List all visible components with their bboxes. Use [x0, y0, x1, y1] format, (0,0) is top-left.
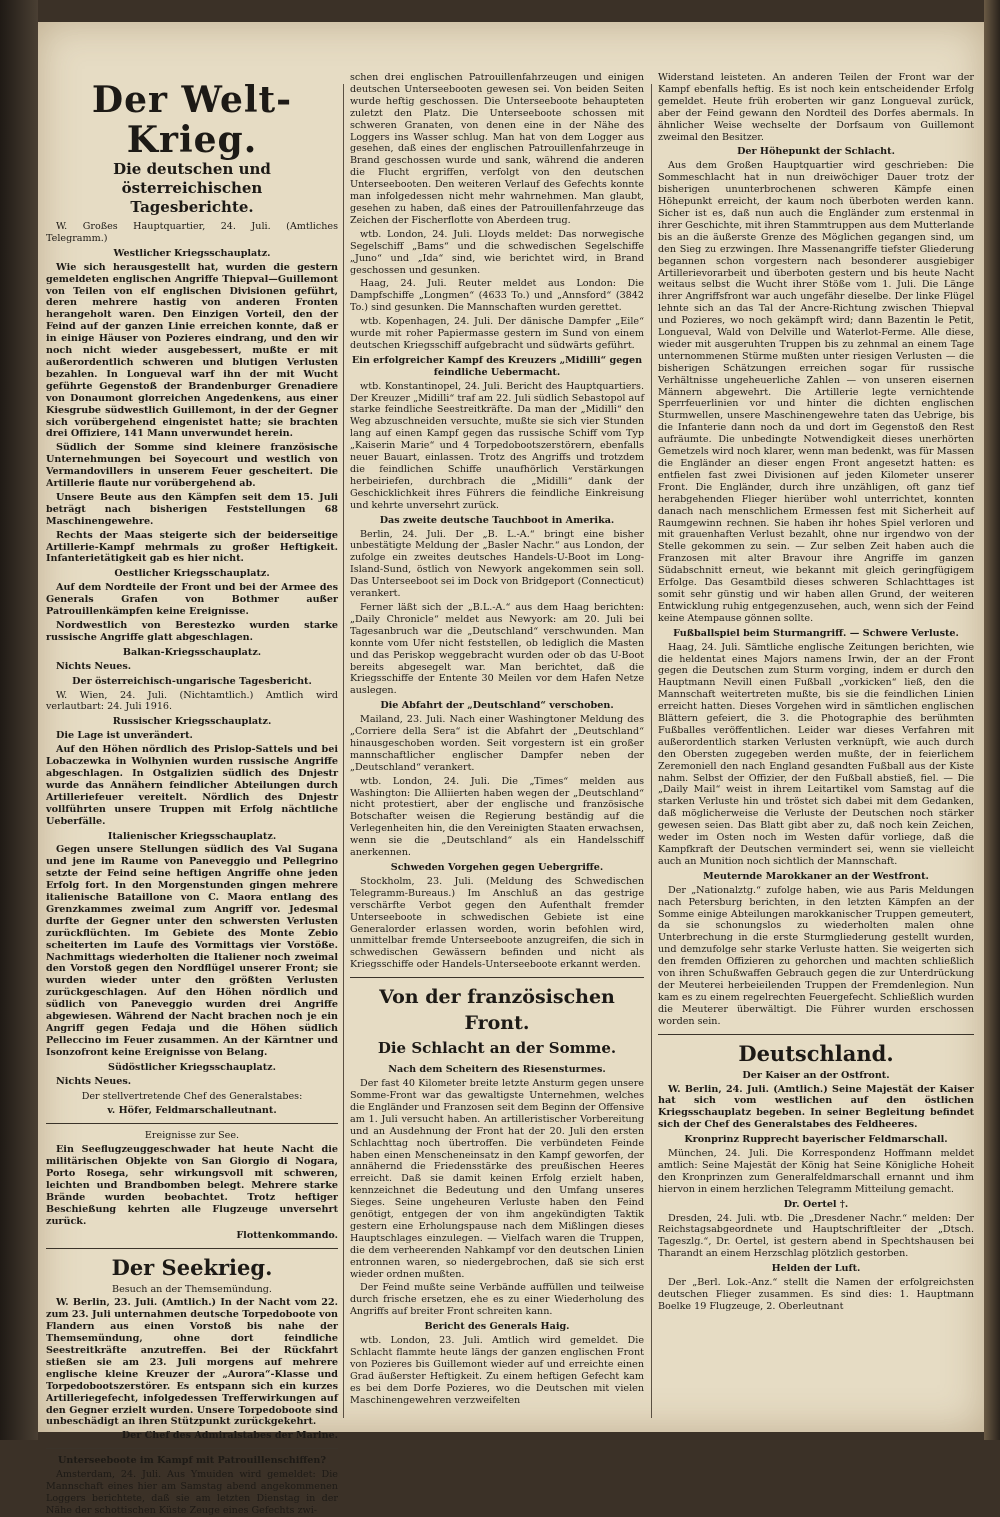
divider — [350, 977, 644, 978]
paragraph: Der fast 40 Kilometer breite letzte Ansturm gegen unsere Somme-Front war das gewaltigste Unternehmen, welches die Engländer und Franzosen seit dem Beginn der Offensive am 1. Juli versucht haben. An artilleristischer Vorbereitung und an Ausdehnung der Front hat der 20. Juli den ersten Schlachttag noch übertroffen. Die verbündeten Feinde haben einen Menscheneinsatz in den Kampf geworfen, der annähernd die Friedensstärke des preußischen Heeres erreicht. Daß sie damit keinen Erfolg erzielt haben, kennzeichnet die Bedeutung und den Umfang unseres Sieges. Seine ungeheuren Verluste haben den Feind genötigt, entgegen der von ihm angekündigten Taktik gestern eine Erholungspause nach dem Mißlingen dieses Hauptschlages einzulegen. — Vielfach waren die Truppen, die dem verheerenden Nahkampf vor den deutschen Linien entronnen waren, so niedergebrochen, daß sie sich erst wieder ordnen mußten. — [350, 1078, 644, 1280]
paragraph: Der Feind mußte seine Verbände auffüllen und teilweise durch frische ersetzen, ehe es zu einer Wiederholung des Angriffs auf breiter Front schreiten kann. — [350, 1282, 644, 1318]
column-rule — [343, 84, 344, 1418]
subtitle-line: Tagesberichte. — [130, 198, 254, 216]
paragraph: Ein Seeflugzeuggeschwader hat heute Nacht die militärischen Objekte von San Giorgio di Nogara, Porto Rosega, sehr wirkungsvoll mit schweren, leichten und Brandbomben belegt. Mehrere starke Brände wurden beobachtet. Trotz heftiger Beschießung kehrten alle Flugzeuge unversehrt zurück. — [46, 1144, 338, 1227]
section-heading: Oestlicher Kriegsschauplatz. — [114, 568, 270, 580]
section-heading: Der Höhepunkt der Schlacht. — [737, 146, 895, 158]
divider — [46, 1448, 338, 1449]
paragraph: Auf dem Nordteile der Front und bei der Armee des Generals Grafen von Bothmer außer Patrouillenkämpfen keine Ereignisse. — [46, 582, 338, 618]
signature: Der stellvertretende Chef des Generalstabes: — [81, 1090, 303, 1102]
section-heading: Westlicher Kriegsschauplatz. — [113, 247, 271, 259]
paragraph: Nichts Neues. — [56, 1075, 132, 1087]
section-heading: Das zweite deutsche Tauchboot in Amerika. — [379, 514, 615, 526]
section-heading: Russischer Kriegsschauplatz. — [112, 716, 272, 728]
section-heading: Nach dem Scheitern des Riesensturmes. — [388, 1064, 606, 1076]
section-heading: Fußballspiel beim Sturmangriff. — Schwere Verluste. — [673, 627, 959, 639]
section-heading: Ein erfolgreicher Kampf des Kreuzers „Midilli“ gegen feindliche Uebermacht. — [351, 354, 643, 378]
paragraph: Dresden, 24. Juli. wtb. Die „Dresdener Nachr.“ melden: Der Reichstagsabgeordnete und Hauptschriftleiter der „Dtsch. Tageszlg.“, Dr. Oertel, ist gestern abend in Spechtshausen bei Tharandt an einem Herzschlag plötzlich gestorben. — [658, 1212, 974, 1260]
article-headline: Deutschland. — [738, 1040, 894, 1066]
paragraph: Berlin, 24. Juli. Der „B. L.-A.“ bringt eine bisher unbestätigte Meldung der „Basler Nachr.“ aus London, der zufolge ein zweites deutsches Handels-U-Boot im Long-Island-Sund, östlich von Newyork angekommen sein soll. Das Unterseeboot sei im Dock von Bridgeport (Connecticut) verankert. — [350, 528, 644, 600]
paragraph: wtb. London, 23. Juli. Amtlich wird gemeldet. Die Schlacht flammte heute längs der ganzen englischen Front von Pozieres bis Guillemont wieder auf und erreichte einen Grad äußerster Heftigkeit. Zu einem heftigen Gefecht kam es bei dem Dorfe Pozieres, wo die Deutschen mit vielen Maschinengewehren verzweifelten — [350, 1335, 644, 1406]
section-heading: Der österreichisch-ungarische Tagesbericht. — [72, 675, 312, 687]
page-right-edge — [984, 0, 1000, 1440]
article-subheadline: Die Schlacht an der Somme. — [377, 1039, 617, 1058]
section-heading: Helden der Luft. — [771, 1263, 861, 1275]
paragraph: Unsere Beute aus den Kämpfen seit dem 15. Juli beträgt nach bisherigen Feststellungen 68 Maschinengewehre. — [46, 491, 338, 527]
paragraph: Die Lage ist unverändert. — [56, 730, 193, 742]
paragraph: wtb. Konstantinopel, 24. Juli. Bericht des Hauptquartiers. Der Kreuzer „Midilli“ traf am 22. Juli südlich Sebastopol auf starke feindliche Seestreitkräfte. Da man der „Midilli“ den Weg abzuschneiden versuchte, mußte sie sich vier Stunden lang auf einen Kampf gegen das russische Schiff vom Typ „Kaiserin Marie“ und 4 Torpedobootszerstörern, ebenfalls neuer Bauart, einlassen. Trotz des Angriffs und trotzdem die feindlichen Schiffe unaufhörlich Verstärkungen herbeiriefen, durchbrach die „Midilli“ dank der Geschicklichkeit ihres Führers die feindliche Einkreisung und kehrte unversehrt zurück. — [350, 380, 644, 511]
section-heading: Der Kaiser an der Ostfront. — [742, 1069, 890, 1081]
paragraph: Haag, 24. Juli. Reuter meldet aus London: Die Dampfschiffe „Longmen“ (4633 To.) und „Annsford“ (3842 To.) sind gesunken. Die Mannschaften wurden gerettet. — [350, 278, 644, 314]
paragraph: Rechts der Maas steigerte sich der beiderseitige Artillerie-Kampf mehrmals zu großer Heftigkeit. Infanterietätigkeit gab es hier nicht. — [46, 529, 338, 565]
signature: v. Höfer, Feldmarschalleutnant. — [107, 1105, 277, 1117]
paragraph: Gegen unsere Stellungen südlich des Val Sugana und jene im Raume von Paneveggio und Pellegrino setzte der Feind seine heftigen Angriffe ohne jeden Erfolg fort. In den Morgenstunden gingen mehrere italienische Bataillone von C. Maora entlang des Grenzkammes zweimal zum Angriff vor. Jedesmal durfte der Gegner unter den schwersten Verlusten zurückflüchten. Im Gebiete des Monte Zebio scheiterten im Laufe des Vormittags vier Vorstöße. Nachmittags wiederholten die Italiener noch zweimal den Vorstoß gegen den Nordflügel unserer Front; sie wurden wieder unter den größten Verlusten zurückgeschlagen. Auf den Höhen nördlich und südlich von Paneveggio wurden drei Angriffe abgewiesen. Während der Nacht brachen noch je ein Angriff gegen Fedaja und die Höhen südlich Pelleccino im Feuer zusammen. An der Kärntner und Isonzofront keine Ereignisse von Belang. — [46, 844, 338, 1058]
masthead: Der Welt-Krieg. — [91, 79, 293, 161]
paragraph: Aus dem Großen Hauptquartier wird geschrieben: Die Sommeschlacht hat in nun dreiwöchiger Dauer trotz der bisherigen ununterbrochenen schweren Kämpfe einen Höhepunkt erreicht, der kaum noch überboten werden kann. Sicher ist es, daß nun auch die Engländer zum erstenmal in ihrer Geschichte, mit ihren Stammtruppen aus dem Mutterlande bis an die äußerste Grenze des Möglichen gegangen sind, um den Sieg zu erzwingen. Ihre Massenangriffe tiefster Gliederung begannen schon vorgestern nach besonderer ausgiebiger Artillerievorarbeit und überboten gestern und bis heute Nacht weitaus selbst die Wucht ihrer Stöße vom 1. Juli. Die Länge ihrer Angriffsfront war auch ungefähr dieselbe. Der linke Flügel lehnte sich an das Tal der Ancre-Richtung zwischen Thiepval und Pozieres, wo noch gekämpft wird; dann Bazentin le Petit, Longueval, Wald von Delville und Waterlot-Ferme. Alle diese, wieder mit ausgeruhten Truppen bis zu zehnmal an einem Tage unternommenen Stürme mußten unter riesigen Verlusten — die bisherigen Schätzungen erreichen sogar für russische Verhältnisse ungeheuerliche Zahlen — von unseren eisernen Männern abgewehrt. Die Artillerie legte vernichtende Sperrfeuerlinien vor und hinter die dichten englischen Sturmwellen, unsere Maschinengewehre taten das Uebrige, bis die Infanterie dann noch da und dort im Gegenstoß den Rest aufräumte. Die unbedingte Notwendigkeit dieses unerhörten Gemetzels wird noch klarer, wenn man bedenkt, was für Massen die Engländer an dieser engen Front angesetzt hatten: es entfielen fast zwei Divisionen auf jeden Kilometer unserer Front. Die Engländer, durch ihre unzähligen, oft ganz tief herabgehenden Flieger hierüber wohl unterrichtet, konnten danach nach menschlichem Ermessen fest mit Sicherheit auf Raumgewinn rechnen. Sie haben ihr hohes Spiel verloren und mit grauenhaften Verlust bezahlt, ohne nur irgendwo von der Stelle gekommen zu sein. — Zur selben Zeit haben auch die Franzosen mit alter Bravour ihre Angriffe im ganzen Südabschnitt erneut, wie bekannt mit gleich geringfügigem Erfolge. Das Gesamtbild dieses schweren Schlachttages ist somit sehr günstig und wir haben allen Grund, der weiteren Entwicklung ruhig entgegenzusehen, auch, wenn sich der Feind keine Atempause gönnen sollte. — [658, 160, 974, 624]
newspaper-page — [38, 22, 984, 1516]
book-binding-edge — [0, 0, 38, 1440]
column-2 — [350, 72, 644, 1420]
column-1 — [46, 79, 338, 1516]
section-heading: Die Abfahrt der „Deutschland“ verschoben. — [380, 700, 614, 712]
section-heading: Balkan-Kriegsschauplatz. — [122, 646, 262, 658]
paragraph: Stockholm, 23. Juli. (Meldung des Schwedischen Telegramm-Bureaus.) Im Anschluß an das gestrige verschärfte Verbot gegen den Aufenthalt fremder Unterseeboote in schwedischen Gebiete ist eine Generalorder erlassen worden, worin befohlen wird, unmittelbar fremde Unterseeboote anzugreifen, die sich in schwedischen Gewässern befinden und nicht als Kriegsschiffe oder Handels-Unterseeboote erkannt werden. — [350, 875, 644, 971]
paragraph: wtb. Kopenhagen, 24. Juli. Der dänische Dampfer „Eile“ wurde mit roher Papiermasse gestern im Sund von einem deutschen Kriegsschiff aufgebracht und südwärts geführt. — [350, 316, 644, 351]
signature: Der Chef des Admiralstabes der Marine. — [121, 1430, 338, 1442]
section-heading: Ereignisse zur See. — [144, 1130, 240, 1142]
section-heading: Unterseeboote im Kampf mit Patrouillenschiffen? — [58, 1455, 326, 1467]
paragraph: wtb. London, 24. Juli. Die „Times“ melden aus Washington: Die Alliierten haben wegen der „Deutschland“ nicht protestiert, aber der englische und französische Botschafter weisen die Regierung beständig auf die Verlegenheiten hin, die den Vereinigten Staaten erwachsen, wenn sie die „Deutschland“ als ein Handelsschiff anerkennen. — [350, 775, 644, 859]
paragraph: München, 24. Juli. Die Korrespondenz Hoffmann meldet amtlich: Seine Majestät der König hat Seine Königliche Hoheit den Kronprinzen zum Generalfeldmarschall ernannt und ihm hiervon in einem herzlichen Telegramm Mitteilung gemacht. — [658, 1148, 974, 1195]
article-headline: Der Seekrieg. — [111, 1254, 273, 1280]
section-heading: Meuternde Marokkaner an der Westfront. — [703, 870, 929, 882]
paragraph: Widerstand leisteten. An anderen Teilen der Front war der Kampf ebenfalls heftig. Es ist noch kein entscheidender Erfolg gemeldet. Heute früh eroberten wir ganz Longueval zurück, aber der Feind gewann den Nordteil des Dorfes abermals. In ähnlicher Weise wechselte der Dorfsaum von Guillemont zweimal den Besitzer. — [658, 72, 974, 143]
section-heading: Schweden Vorgehen gegen Uebergriffe. — [390, 862, 604, 873]
paragraph: Nichts Neues. — [56, 660, 132, 672]
divider — [658, 1034, 974, 1035]
section-heading: Besuch an der Themsemündung. — [112, 1283, 272, 1295]
divider — [46, 1123, 338, 1124]
paragraph: Haag, 24. Juli. Sämtliche englische Zeitungen berichten, wie die heldentat eines Majors namens Irwin, der an der Front gegen die Deutschen zum Sturm vorging, indem er durch den Hauptmann Nevill einen Fußball „vorkicken“ ließ, den die Mannschaft weitertreten mußte, bis sie die feindlichen Linien erreicht hatten. Dieses Vorgehen wird in sämtlichen englischen Blättern gefeiert, die 3. die Photographie des berühmten Fußballes veröffentlichen. Leider war dieses Verfahren mit außerordentlich starken Verlusten verknüpft, wie auch durch den Obersten zugegeben werden mußte, der in feierlichem Zeremoniell den nach England gesandten Fußball aus der Kiste nahm. Selbst der Offizier, der den Fußball abstieß, fiel. — Die „Daily Mail“ weist in ihrem Leitartikel vom Samstag auf die starken Verluste hin und tröstet sich dabei mit dem Gedanken, daß möglicherweise die Verluste der Deutschen noch stärker gewesen seien. Das Blatt gibt aber zu, daß noch kein Zeichen, weder im Osten noch im Westen dafür vorliege, daß die Kampfkraft der Deutschen vermindert sei, wenn sie vielleicht auch an Munition noch sichtlich der Mannschaft. — [658, 641, 974, 867]
signature: Flottenkommando. — [236, 1229, 338, 1241]
section-heading: Bericht des Generals Haig. — [424, 1321, 570, 1333]
column-3 — [658, 72, 974, 1420]
section-heading: Dr. Oertel †. — [783, 1198, 849, 1210]
article-headline: Von der französischen Front. — [379, 986, 615, 1035]
paragraph: Wie sich herausgestellt hat, wurden die gestern gemeldeten englischen Angriffe Thiepval—Guillemont von Teilen von elf englischen Divisionen geführt, deren mehrere hastig von anderen Fronten herangeholt waren. Den Einzigen Vorteil, den der Feind auf der ganzen Linie erreichen konnte, daß er in einige Häuser von Pozieres eindrang, und den wir noch nicht wieder ausgebessert, mußte er mit außerordentlich schweren und blutigen Verlusten bezahlen. In Longueval warf ihn der mit Wucht geführte Gegenstoß der Brandenburger Grenadiere von Donaumont glorreichen Angedenkens, aus einer Kiesgrube südwestlich Guillemont, in der der Gegner sich vorübergehend eingenistet hatte; sie brachten drei Offiziere, 141 Mann unverwundet herein. — [46, 261, 338, 440]
divider — [46, 1248, 338, 1249]
paragraph: Südlich der Somme sind kleinere französische Unternehmungen bei Soyecourt und westlich von Vermandovillers in unserem Feuer gescheitert. Die Artillerie flaute nur vorübergehend ab. — [46, 442, 338, 490]
dateline: W. Großes Hauptquartier, 24. Juli. (Amtliches Telegramm.) — [46, 221, 338, 244]
paragraph: Mailand, 23. Juli. Nach einer Washingtoner Meldung des „Corriere della Sera“ ist die Abfahrt der „Deutschland“ hinausgeschoben worden. Seit vorgestern ist ein großer mannschaftlicher englischer Dampfer neben der „Deutschland“ verankert. — [350, 714, 644, 773]
paragraph: Amsterdam, 24. Juli. Aus Ymuiden wird gemeldet: Die Mannschaft eines hier am Samstag abend angekommenen Loggers berichtete, daß sie am letzten Dienstag in der Nähe der schottischen Küste Zeuge eines Gefechts zwi- — [46, 1469, 338, 1516]
paragraph: Auf den Höhen nördlich des Prislop-Sattels und bei Lobaczewka in Wolhynien wurden russische Angriffe abgeschlagen. In Ostgalizien südlich des Dnjestr wurde das Annähern feindlicher Abteilungen durch Artilleriefeuer vereitelt. Nördlich des Dnjestr vollführten unsere Truppen mit Erfolg nächtliche Ueberfälle. — [46, 744, 338, 827]
dateline: W. Wien, 24. Juli. (Nichtamtlich.) Amtlich wird verlautbart: 24. Juli 1916. — [46, 689, 338, 713]
paragraph: wtb. London, 24. Juli. Lloyds meldet: Das norwegische Segelschiff „Bams“ und die schwedischen Segelschiffe „Juno“ und „Ida“ sind, wie berichtet wird, in Brand geschossen und gesunken. — [350, 228, 644, 276]
column-rule — [651, 84, 652, 1418]
paragraph: Der „Berl. Lok.-Anz.“ stellt die Namen der erfolgreichsten deutschen Flieger zusammen. Es sind dies: 1. Hauptmann Boelke 19 Flugzeuge, 2. Oberleutnant — [658, 1277, 974, 1312]
paragraph: Der „Nationalztg.“ zufolge haben, wie aus Paris Meldungen nach Petersburg berichten, in den letzten Kämpfen an der Somme einige Abteilungen marokkanischer Truppen gemeutert, da sie schonungslos zu wiederholten malen ohne Unterbrechung in die erste Sturmgliederung gestellt wurden, und demzufolge sehr starke Verluste hatten. Sie weigerten sich den fremden Offizieren zu gehorchen und machten schließlich von ihren Schußwaffen Gebrauch gegen die zur Unterdrückung der Meuterei herbeieilenden Truppen der Fremdenlegion. Nun kam es zu einem regelrechten Feuergefecht. Schließlich wurden die Meuterer überwältigt. Die Führer wurden erschossen worden sein. — [658, 884, 974, 1027]
paragraph: W. Berlin, 24. Juli. (Amtlich.) Seine Majestät der Kaiser hat sich vom westlichen auf den östlichen Kriegsschauplatz begeben. In seiner Begleitung befindet sich der Chef des Generalstabes des Feldheeres. — [658, 1083, 974, 1131]
paragraph: Nordwestlich von Berestezko wurden starke russische Angriffe glatt abgeschlagen. — [46, 620, 338, 643]
section-heading: Südöstlicher Kriegsschauplatz. — [108, 1061, 276, 1073]
paragraph: W. Berlin, 23. Juli. (Amtlich.) In der Nacht vom 22. zum 23. Juli unternahmen deutsche Torpedoboote von Flandern aus einen Vorstoß bis nahe der Themsemündung, ohne dort feindliche Seestreitkräfte anzutreffen. Bei der Rückfahrt stießen sie am 23. Juli morgens auf mehrere englische kleine Kreuzer der „Aurora“-Klasse und Torpedobootszerstörer. Es entspann sich ein kurzes Artilleriegefecht, infolgedessen Trefferwirkungen auf den Gegner erzielt wurden. Unsere Torpedoboote sind unbeschädigt an ihren Stützpunkt zurückgekehrt. — [46, 1297, 338, 1428]
section-heading: Italienischer Kriegsschauplatz. — [107, 830, 277, 842]
subtitle-line: Die deutschen und österreichischen — [113, 160, 271, 197]
paragraph: Ferner läßt sich der „B.L.-A.“ aus dem Haag berichten: „Daily Chronicle“ meldet aus Newyork: am 20. Juli bei Tagesanbruch war die „Deutschland“ verschwunden. Man konnte vom Ufer nicht feststellen, ob lediglich die Masten und das Periskop weggebracht wurden oder ob das U-Boot bereits abgesegelt war. Man berichtet, daß die Kriegsschiffe der Entente 30 Meilen vor dem Hafen Netze auslegen. — [350, 601, 644, 697]
paragraph: schen drei englischen Patrouillenfahrzeugen und einigen deutschen Unterseebooten gewesen sei. Von beiden Seiten wurde heftig geschossen. Die Unterseeboote behaupteten zuletzt den Platz. Die Unterseeboote schossen mit schweren Granaten, von denen eine in der Nähe des Loggers ins Wasser schlug. Man hat von dem Logger aus gesehen, daß eines der englischen Patrouillenfahrzeuge in Brand geschossen wurde und sank, während die anderen die Flucht ergriffen, verfolgt von den deutschen Unterseebooten. Den weiteren Verlauf des Gefechts konnte man infolgedessen nicht mehr wahrnehmen. Man glaubt, gesehen zu haben, daß eines der Patrouillenfahrzeuge das Zeichen der Fischerflotte von Aberdeen trug. — [350, 72, 644, 226]
section-heading: Kronprinz Rupprecht bayerischer Feldmarschall. — [684, 1134, 948, 1146]
